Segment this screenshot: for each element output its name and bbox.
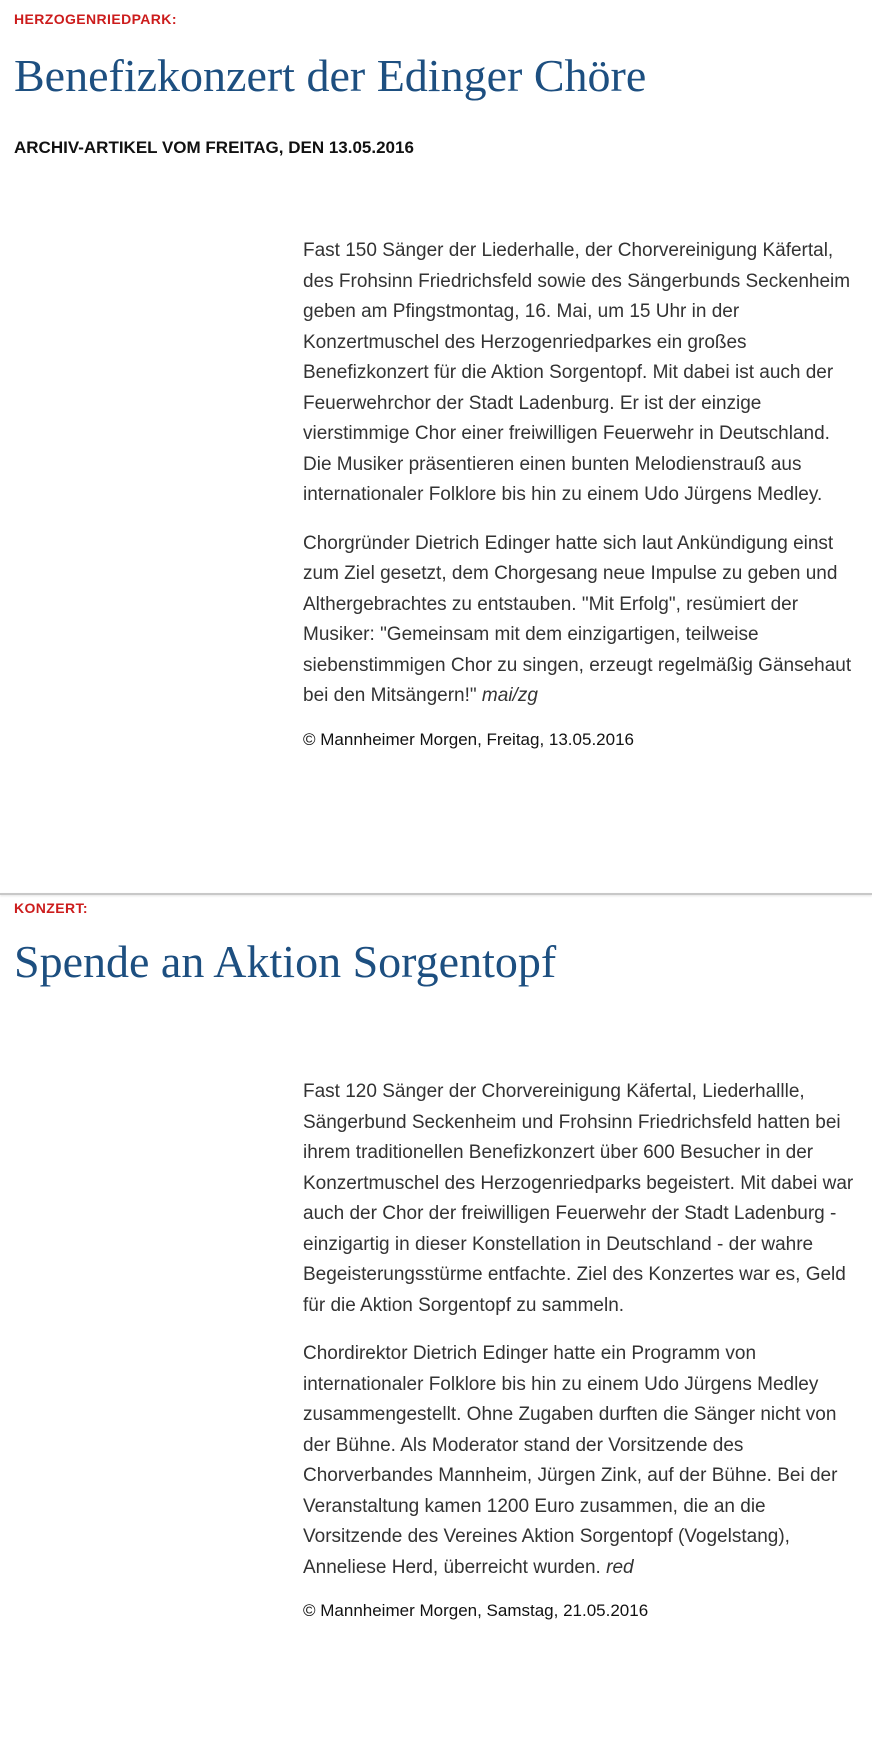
article-headline[interactable]: Benefizkonzert der Edinger Chöre	[14, 50, 647, 101]
body-paragraph: Fast 150 Sänger der Liederhalle, der Chorvereinigung Käfertal, des Frohsinn Friedrichsfeld sowie des Sängerbunds Seckenheim geben am Pfingstmontag, 16. Mai, um 15 Uhr in der Konzertmuschel des Herzogenriedparkes ein großes Benefizkonzert für die Aktion Sorgentopf. Mit dabei ist auch der Feuerwehrchor der Stadt Ladenburg. Er ist der einzige vierstimmige Chor einer freiwilligen Feuerwehr in Deutschland. Die Musiker präsentieren einen bunten Melodienstrauß aus internationaler Folklore bis hin zu einem Udo Jürgens Medley.	[303, 240, 851, 505]
archive-date-line: ARCHIV-ARTIKEL VOM FREITAG, DEN 13.05.2016	[14, 138, 414, 157]
copyright-line: © Mannheimer Morgen, Freitag, 13.05.2016	[303, 729, 634, 749]
article-body	[303, 236, 859, 750]
article-kicker: KONZERT:	[14, 900, 88, 916]
copyright-line: © Mannheimer Morgen, Samstag, 21.05.2016	[303, 1601, 649, 1620]
article-kicker: HERZOGENRIEDPARK:	[14, 11, 177, 27]
author-initials: red	[606, 1556, 634, 1578]
author-initials: mai/zg	[481, 685, 538, 706]
article-headline[interactable]: Spende an Aktion Sorgentopf	[14, 936, 557, 987]
article-body	[303, 1077, 859, 1621]
body-paragraph: Fast 120 Sänger der Chorvereinigung Käfertal, Liederhallle, Sängerbund Seckenheim und Frohsinn Friedrichsfeld hatten bei ihrem traditionellen Benefizkonzert über 600 Besucher in der Konzertmuschel des Herzogenriedparks begeistert. Mit dabei war auch der Chor der freiwilligen Feuerwehr der Stadt Ladenburg - einzigartig in dieser Konstellation in Deutschland - der wahre Begeisterungsstürme entfachte. Ziel des Konzertes war es, Geld für die Aktion Sorgentopf zu sammeln.	[303, 1081, 854, 1316]
body-paragraph	[303, 529, 859, 712]
body-paragraph-text: Chordirektor Dietrich Edinger hatte ein Programm von internationaler Folklore bis hin zu einem Udo Jürgens Medley zusammengestellt. Ohne Zugaben durften die Sänger nicht von der Bühne. Als Moderator stand der Vorsitzende des Chorverbandes Mannheim, Jürgen Zink, auf der Bühne. Bei der Veranstaltung kamen 1200 Euro zusammen, die an die Vorsitzende des Vereines Aktion Sorgentopf (Vogelstang), Anneliese Herd, überreicht wurden.	[303, 1343, 838, 1578]
body-paragraph	[303, 1339, 859, 1583]
article-divider	[0, 893, 872, 895]
article-spende	[0, 896, 872, 1762]
body-paragraph-text: Chorgründer Dietrich Edinger hatte sich laut Ankündigung einst zum Ziel gesetzt, dem Chorgesang neue Impulse zu geben und Althergebrachtes zu entstauben. "Mit Erfolg", resümiert der Musiker: "Gemeinsam mit dem einzigartigen, teilweise siebenstimmigen Chor zu singen, erzeugt regelmäßig Gänsehaut bei den Mitsängern!"	[303, 532, 852, 706]
